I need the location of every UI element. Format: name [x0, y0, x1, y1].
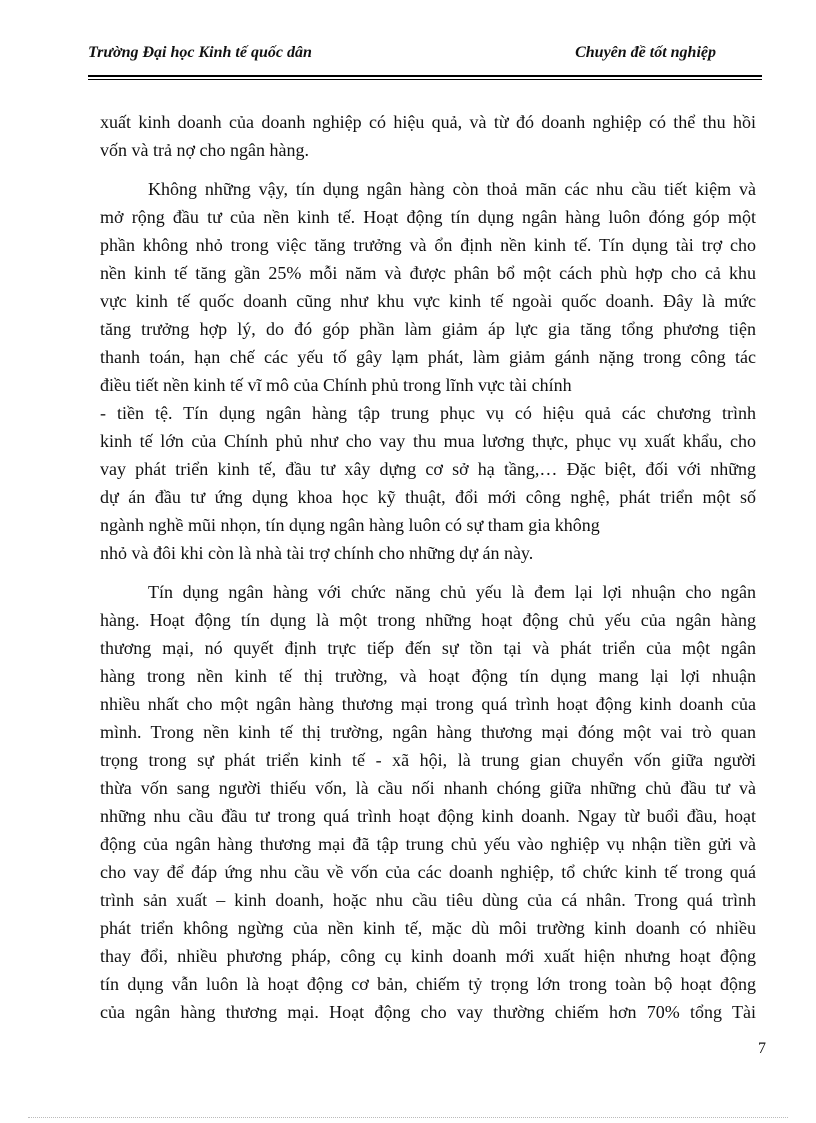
- text-line: vay phát triển kinh tế, đầu tư xây dựng cơ sở hạ tầng,… Đặc biệt, đối với những: [100, 459, 756, 479]
- text-line: của ngân hàng thương mại. Hoạt động cho vay thường chiếm hơn 70% tổng Tài: [100, 1002, 756, 1022]
- text-line: vốn và trả nợ cho ngân hàng.: [100, 140, 309, 160]
- running-header: [88, 44, 760, 66]
- text-line: hàng. Hoạt động tín dụng là một trong những hoạt động chủ yếu của ngân hàng: [100, 610, 756, 630]
- header-rule-thick: [88, 75, 762, 77]
- text-line: điều tiết nền kinh tế vĩ mô của Chính phủ trong lĩnh vực tài chính: [100, 375, 572, 395]
- text-line: phần không nhỏ trong việc tăng trưởng và ổn định nền kinh tế. Tín dụng tài trợ cho: [100, 235, 756, 255]
- text-line: thừa vốn sang người thiếu vốn, là cầu nối nhanh chóng giữa những chủ đầu tư và: [100, 778, 756, 798]
- text-line: những nhu cầu đầu tư trong quá trình hoạt động kinh doanh. Ngay từ buổi đầu, hoạt: [100, 806, 756, 826]
- text-line: tăng trưởng hợp lý, do đó góp phần làm giảm áp lực gia tăng tổng phương tiện: [100, 319, 756, 339]
- text-line: ngành nghề mũi nhọn, tín dụng ngân hàng luôn có sự tham gia không: [100, 515, 600, 535]
- text-line: nhiều nhất cho một ngân hàng thương mại trong quá trình hoạt động kinh doanh của: [100, 694, 756, 714]
- text-line: vực kinh tế quốc doanh cũng như khu vực kinh tế ngoài quốc doanh. Đây là mức: [100, 291, 756, 311]
- text-line: Không những vậy, tín dụng ngân hàng còn thoả mãn các nhu cầu tiết kiệm và: [148, 179, 756, 199]
- text-line: mình. Trong nền kinh tế thị trường, ngân hàng thương mại đóng một vai trò quan: [100, 722, 756, 742]
- text-line: thương mại, nó quyết định trực tiếp đến sự tồn tại và phát triển của một ngân: [100, 638, 756, 658]
- paragraph-gap: [100, 567, 756, 578]
- header-university: Trường Đại học Kinh tế quốc dân: [88, 44, 312, 61]
- body-text: [100, 108, 756, 1026]
- text-line: trình sản xuất – kinh doanh, hoặc nhu cầu tiêu dùng của cá nhân. Trong quá trình: [100, 890, 756, 910]
- text-line: hàng trong nền kinh tế thị trường, và hoạt động tín dụng mang lại lợi nhuận: [100, 666, 756, 686]
- text-line: động của ngân hàng thương mại đã tập trung chủ yếu vào nghiệp vụ nhận tiền gửi và: [100, 834, 756, 854]
- page-number: 7: [758, 1040, 766, 1057]
- text-line: thanh toán, hạn chế các yếu tố gây lạm phát, làm giảm gánh nặng trong công tác: [100, 347, 756, 367]
- text-line: thay đổi, nhiều phương pháp, công cụ kinh doanh mới xuất hiện nhưng hoạt động: [100, 946, 756, 966]
- text-line: mở rộng đầu tư của nền kinh tế. Hoạt động tín dụng ngân hàng luôn đóng góp một: [100, 207, 756, 227]
- text-line: dự án đầu tư ứng dụng khoa học kỹ thuật, đổi mới công nghệ, phát triển một số: [100, 487, 756, 507]
- text-line: - tiền tệ. Tín dụng ngân hàng tập trung phục vụ có hiệu quả các chương trình: [100, 403, 756, 423]
- paragraph-gap: [100, 164, 756, 175]
- text-line: Tín dụng ngân hàng với chức năng chủ yếu là đem lại lợi nhuận cho ngân: [148, 582, 756, 602]
- text-line: phát triển không ngừng của nền kinh tế, mặc dù môi trường kinh doanh có nhiều: [100, 918, 756, 938]
- text-line: cho vay để đáp ứng nhu cầu về vốn của các doanh nghiệp, tổ chức kinh tế trong quá: [100, 862, 756, 882]
- text-line: nền kinh tế tăng gần 25% mỗi năm và được phân bổ một cách phù hợp cho cả khu: [100, 263, 756, 283]
- header-document-type: Chuyên đề tốt nghiệp: [575, 44, 716, 61]
- paragraph: [100, 578, 756, 1026]
- text-line: xuất kinh doanh của doanh nghiệp có hiệu quả, và từ đó doanh nghiệp có thể thu hồi: [100, 112, 756, 132]
- text-line: trọng trong sự phát triển kinh tế - xã hội, là trung gian chuyển vốn giữa người: [100, 750, 756, 770]
- text-line: nhỏ và đôi khi còn là nhà tài trợ chính cho những dự án này.: [100, 543, 534, 563]
- paragraph: [100, 108, 756, 164]
- text-line: kinh tế lớn của Chính phủ như cho vay thu mua lương thực, phục vụ xuất khẩu, cho: [100, 431, 756, 451]
- text-line: tín dụng vẫn luôn là hoạt động cơ bản, chiếm tỷ trọng lớn trong toàn bộ hoạt động: [100, 974, 756, 994]
- paragraph: [100, 175, 756, 567]
- header-rule-thin: [88, 79, 762, 80]
- page-bottom-border: [28, 1117, 788, 1118]
